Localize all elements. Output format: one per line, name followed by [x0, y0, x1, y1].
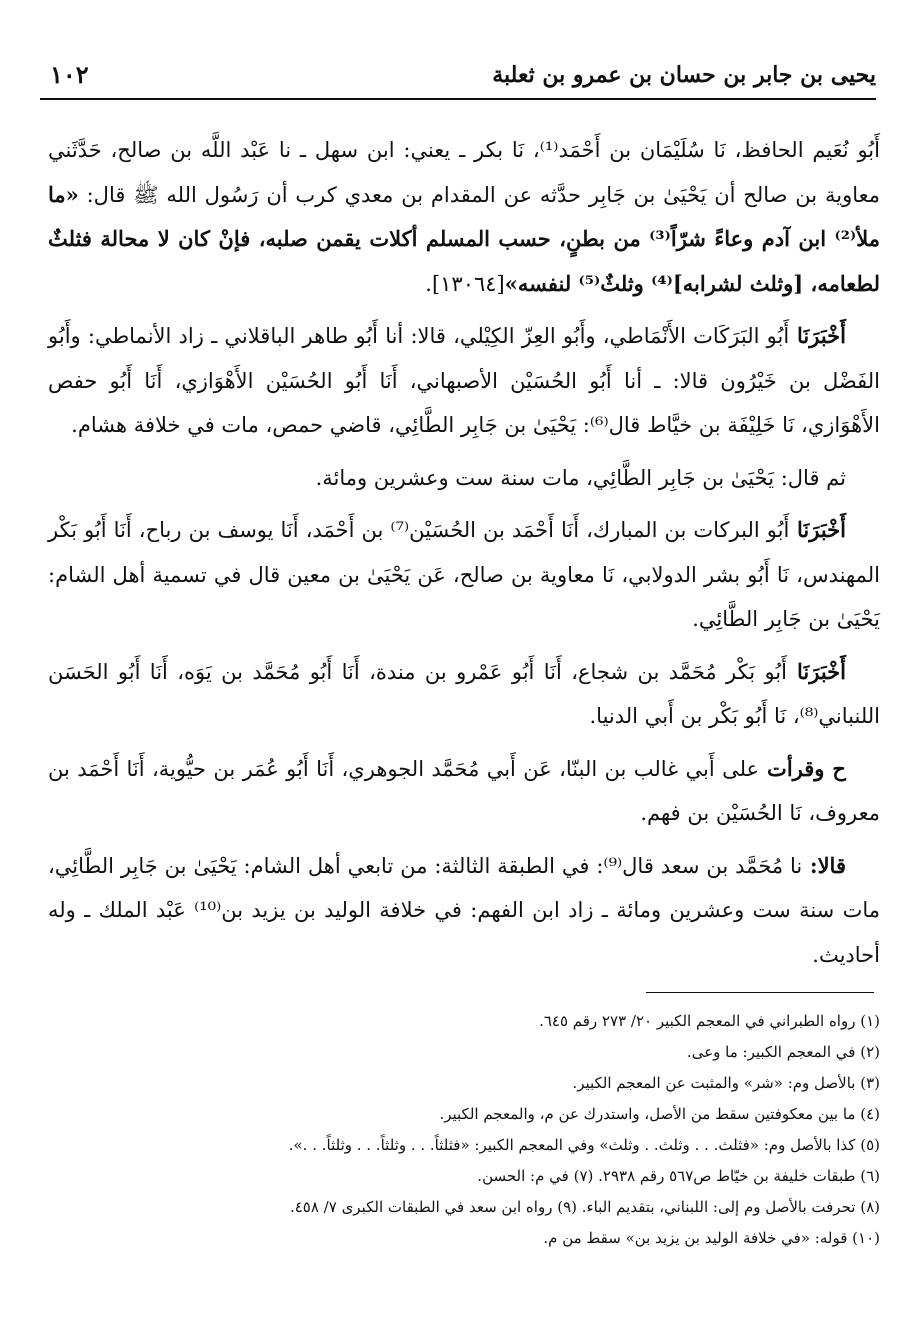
footnote: (٥) كذا بالأصل وم: «فثلث. . . وثلث. . وثلث» وفي المعجم الكبير: «فثلثاً. . . وثلثاً. . . وثلثاً. . .».	[288, 1136, 880, 1154]
running-title: يحيى بن جابر بن حسان بن عمرو بن ثعلبة	[492, 62, 876, 88]
text-paragraph	[48, 650, 880, 739]
text-run: أَبُو البركات بن المبارك، أَنَا أَحْمَد بن الحُسَيْن⁽⁷⁾ بن أَحْمَد، أَنَا يوسف بن رباح، أَنَا أَبُو بَكْر المهندس، نَا أَبُو بشر الدولابي، نَا معاوية بن صالح، عَن يَحْيَىٰ بن معين قال في تسمية أهل الشام: يَحْيَىٰ بن جَابِر الطَّائِي.	[48, 518, 880, 631]
text-run: على أَبي غالب بن البنّا، عَن أَبي مُحَمَّد الجوهري، أَنَا أَبُو عُمَر بن حيُّوية، أَنَا أَحْمَد بن معروف، نَا الحُسَيْن بن فهم.	[48, 756, 880, 825]
text-run: أَبُو بَكْر مُحَمَّد بن شجاع، أَنَا أَبُو عَمْرو بن مندة، أَنَا أَبُو مُحَمَّد بن يَوَه، أَنَا أَبُو الحَسَن اللنباني⁽⁸⁾، نَا أَبُو بَكْر بن أَبي الدنيا.	[48, 659, 880, 728]
footnote: (٤) ما بين معكوفتين سقط من الأصل، واستدرك عن م، والمعجم الكبير.	[439, 1105, 880, 1123]
footnote-separator	[646, 992, 874, 993]
footnote: (٣) بالأصل وم: «شر» والمثبت عن المعجم الكبير.	[572, 1074, 880, 1092]
running-header	[40, 54, 876, 100]
text-run: نا مُحَمَّد بن سعد قال⁽⁹⁾: في الطبقة الثالثة: من تابعي أهل الشام: يَحْيَىٰ بن جَابِر الطَّائِي، مات سنة ست وعشرين ومائة ـ زاد ابن الفهم: في خلافة الوليد بن يزيد بن⁽¹⁰⁾ عَبْد الملك ـ وله أحاديث.	[48, 853, 880, 967]
text-run: أَبُو البَرَكَات الأَنْمَاطي، وأَبُو العِزّ الكِيْلي، قالا: أنا أَبُو طاهر الباقلاني ـ زاد الأنماطي: وأَبُو الفَضْل بن خَيْرُون قالا: ـ أنا أَبُو الحُسَيْن الأصبهاني، أَنَا أَبُو الحُسَيْن الأَهْوَازي، أَنَا أَبُو حفص الأَهْوَازي، نَا خَلِيْفَة بن خيَّاط قال⁽⁶⁾: يَحْيَىٰ بن جَابِر الطَّائِي، قاضي حمص، مات في خلافة هشام.	[48, 324, 880, 437]
bold-text: «ما ملأ⁽²⁾ ابن آدم وعاءً شرّاً⁽³⁾ من بطنٍ، حسب المسلم أكلات يقمن صلبه، فإنْ كان لا محالة فثلثٌ لطعامه، [وثلث لشرابه]⁽⁴⁾ وثلثٌ⁽⁵⁾ لنفسه»	[48, 181, 880, 296]
main-text	[48, 128, 880, 985]
page-number: ١٠٢	[50, 60, 89, 89]
bold-text: أَخْبَرَنَا	[789, 323, 847, 348]
bold-text: أَخْبَرَنَا	[786, 658, 846, 684]
text-run: ثم قال: يَحْيَىٰ بن جَابِر الطَّائِي، مات سنة ست وعشرين ومائة.	[315, 465, 846, 490]
bold-text: أَخْبَرَنَا	[789, 517, 846, 542]
header-rule	[40, 98, 876, 100]
text-paragraph	[48, 747, 880, 836]
text-run: [١٣٠٦٤].	[425, 271, 505, 296]
text-paragraph	[48, 456, 880, 501]
bold-text: قالا:	[802, 852, 846, 878]
text-paragraph	[48, 128, 880, 306]
text-run: أَبُو نُعَيم الحافظ، نَا سُلَيْمَان بن أَحْمَد⁽¹⁾، نَا بكر ـ يعني: ابن سهل ـ نا عَبْد اللَّه بن صالح، حَدَّثَني معاوية بن صالح أن يَحْيَىٰ بن جَابِر حدَّثه عن المقدام بن معدي كرب أن رَسُول الله ﷺ قال:	[48, 138, 880, 207]
footnotes	[48, 1006, 880, 1254]
footnote: (١) رواه الطبراني في المعجم الكبير ٢٠/ ٢٧٣ رقم ٦٤٥.	[539, 1012, 880, 1030]
footnote: (٨) تحرفت بالأصل وم إلى: اللبناني، بتقديم الباء. (٩) رواه ابن سعد في الطبقات الكبرى ٧/ ٤٥٨.	[289, 1198, 880, 1216]
text-paragraph	[48, 314, 880, 448]
text-paragraph	[48, 844, 880, 978]
bold-text: ح وقرأت	[759, 755, 846, 781]
footnote: (٢) في المعجم الكبير: ما وعى.	[686, 1043, 880, 1061]
footnote: (١٠) قوله: «في خلافة الوليد بن يزيد بن» سقط من م.	[543, 1229, 880, 1247]
text-paragraph	[48, 508, 880, 642]
footnote: (٦) طبقات خليفة بن خيّاط ص٥٦٧ رقم ٢٩٣٨. (٧) في م: الحسن.	[477, 1167, 880, 1185]
